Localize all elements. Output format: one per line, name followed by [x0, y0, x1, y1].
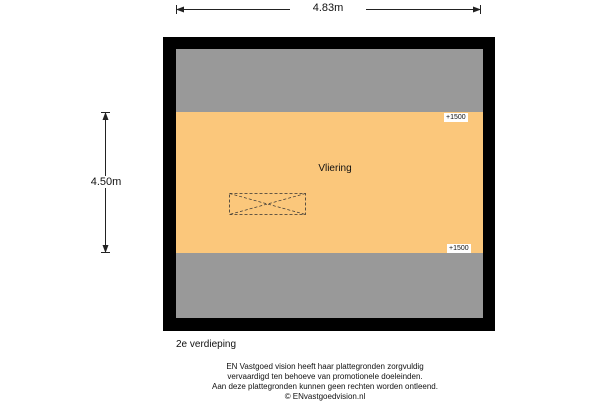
floor-name: 2e verdieping — [176, 339, 237, 350]
height-tag-top: +1500 — [446, 114, 466, 121]
disclaimer — [120, 362, 530, 402]
room-vliering — [176, 112, 483, 253]
loft-hatch-icon — [229, 193, 306, 215]
height-arrow-down-icon — [101, 245, 110, 253]
height-tag-bottom: +1500 — [449, 245, 469, 252]
room-label: Vliering — [318, 163, 352, 174]
height-arrow-up-icon — [101, 112, 110, 120]
width-dimension-label: 4.83m — [290, 2, 366, 14]
disclaimer-line: EN Vastgoed vision heeft haar plattegronden zorgvuldig — [226, 362, 424, 371]
disclaimer-line: vervaardigd ten behoeve van promotionele doeleinden. — [227, 372, 423, 381]
height-dimension-label: 4.50m — [80, 176, 132, 188]
width-arrow-left-icon — [176, 5, 184, 14]
disclaimer-line: Aan deze plattegronden kunnen geen rechten worden ontleend. — [212, 382, 438, 391]
copyright-line: © ENvastgoedvision.nl — [284, 392, 366, 401]
width-arrow-right-icon — [473, 5, 481, 14]
